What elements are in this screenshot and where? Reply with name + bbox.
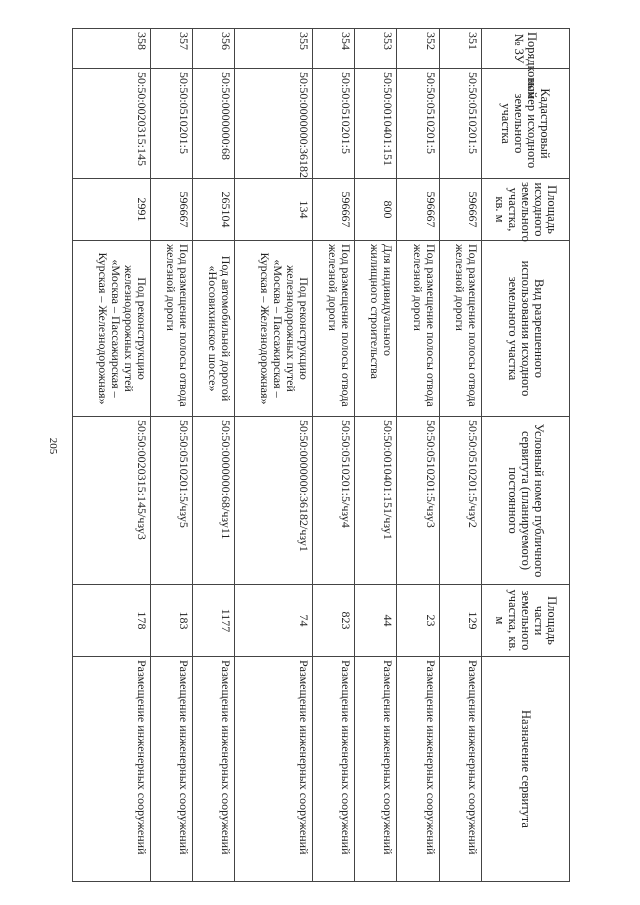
cell-servitude: 50:50:0510201:5/чзу4 — [313, 417, 355, 585]
cell-area-part: 1177 — [193, 585, 235, 657]
cell-order-no: 357 — [150, 29, 192, 69]
table-header-row — [482, 29, 570, 882]
page-number: 205 — [47, 437, 59, 455]
cell-order-no: 353 — [355, 29, 397, 69]
servitude-table — [72, 28, 570, 882]
cell-use: Под реконструкцию железнодорожных путей «Москва – Пассажирская – Курская – Железнодорожная» — [73, 241, 151, 417]
cell-cadastral: 50:50:0010401:151 — [355, 69, 397, 179]
cell-use: Под размещение полосы отвода железной дороги — [397, 241, 439, 417]
header-area-src: Площадь исходного земельного участка, кв. м — [482, 179, 570, 241]
table-row — [439, 29, 481, 882]
cell-purpose: Размещение инженерных сооружений — [439, 657, 481, 882]
cell-use: Для индивидуального жилищного строительства — [355, 241, 397, 417]
cell-area: 2991 — [73, 179, 151, 241]
cell-area: 596667 — [439, 179, 481, 241]
cell-purpose: Размещение инженерных сооружений — [150, 657, 192, 882]
header-use-type: Вид разрешенного использования исходного земельного участка — [482, 241, 570, 417]
cell-purpose: Размещение инженерных сооружений — [73, 657, 151, 882]
cell-servitude: 50:50:0510201:5/чзу3 — [397, 417, 439, 585]
header-servitude-no: Условный номер публичного сервитута (планируемого) постоянного — [482, 417, 570, 585]
cell-cadastral: 50:50:0510201:5 — [397, 69, 439, 179]
cell-servitude: 50:50:0000000:68/чзу11 — [193, 417, 235, 585]
cell-order-no: 358 — [73, 29, 151, 69]
cell-area: 596667 — [313, 179, 355, 241]
cell-purpose: Размещение инженерных сооружений — [235, 657, 313, 882]
header-order-no: Порядковый № ЗУ — [482, 29, 570, 69]
cell-cadastral: 50:50:0020315:145 — [73, 69, 151, 179]
cell-cadastral: 50:50:0510201:5 — [150, 69, 192, 179]
header-cadastral: Кадастровый номер исходного земельного участка — [482, 69, 570, 179]
cell-use: Под размещение полосы отвода железной дороги — [150, 241, 192, 417]
header-area-part: Площадь части земельного участка, кв. м — [482, 585, 570, 657]
header-purpose: Назначение сервитута — [482, 657, 570, 882]
cell-use: Под реконструкцию железнодорожных путей «Москва – Пассажирская – Курская – Железнодорожная» — [235, 241, 313, 417]
cell-cadastral: 50:50:0510201:5 — [439, 69, 481, 179]
cell-purpose: Размещение инженерных сооружений — [397, 657, 439, 882]
cell-servitude: 50:50:0510201:5/чзу5 — [150, 417, 192, 585]
cell-cadastral: 50:50:0000000:68 — [193, 69, 235, 179]
cell-order-no: 355 — [235, 29, 313, 69]
cell-order-no: 351 — [439, 29, 481, 69]
table-row — [235, 29, 313, 882]
cell-servitude: 50:50:0010401:151/чзу1 — [355, 417, 397, 585]
cell-area-part: 74 — [235, 585, 313, 657]
cell-order-no: 356 — [193, 29, 235, 69]
cell-area: 596667 — [397, 179, 439, 241]
cell-area-part: 178 — [73, 585, 151, 657]
cell-order-no: 352 — [397, 29, 439, 69]
cell-area: 265104 — [193, 179, 235, 241]
cell-area-part: 129 — [439, 585, 481, 657]
cell-cadastral: 50:50:0000000:36182 — [235, 69, 313, 179]
cell-purpose: Размещение инженерных сооружений — [355, 657, 397, 882]
table-row — [355, 29, 397, 882]
cell-area: 800 — [355, 179, 397, 241]
table-row — [73, 29, 151, 882]
cell-area-part: 23 — [397, 585, 439, 657]
cell-use: Под размещение полосы отвода железной дороги — [439, 241, 481, 417]
cell-purpose: Размещение инженерных сооружений — [313, 657, 355, 882]
cell-area-part: 183 — [150, 585, 192, 657]
cell-servitude: 50:50:0510201:5/чзу2 — [439, 417, 481, 585]
cell-cadastral: 50:50:0510201:5 — [313, 69, 355, 179]
table-row — [150, 29, 192, 882]
cell-use: Под автомобильной дорогой «Носовихинское шоссе» — [193, 241, 235, 417]
cell-order-no: 354 — [313, 29, 355, 69]
table-row — [313, 29, 355, 882]
cell-area-part: 823 — [313, 585, 355, 657]
table-row — [193, 29, 235, 882]
rotated-table-container — [72, 28, 570, 881]
cell-area: 134 — [235, 179, 313, 241]
cell-purpose: Размещение инженерных сооружений — [193, 657, 235, 882]
table-row — [397, 29, 439, 882]
cell-area: 596667 — [150, 179, 192, 241]
cell-use: Под размещение полосы отвода железной дороги — [313, 241, 355, 417]
cell-area-part: 44 — [355, 585, 397, 657]
cell-servitude: 50:50:0000000:36182/чзу1 — [235, 417, 313, 585]
cell-servitude: 50:50:0020315:145/чзу3 — [73, 417, 151, 585]
